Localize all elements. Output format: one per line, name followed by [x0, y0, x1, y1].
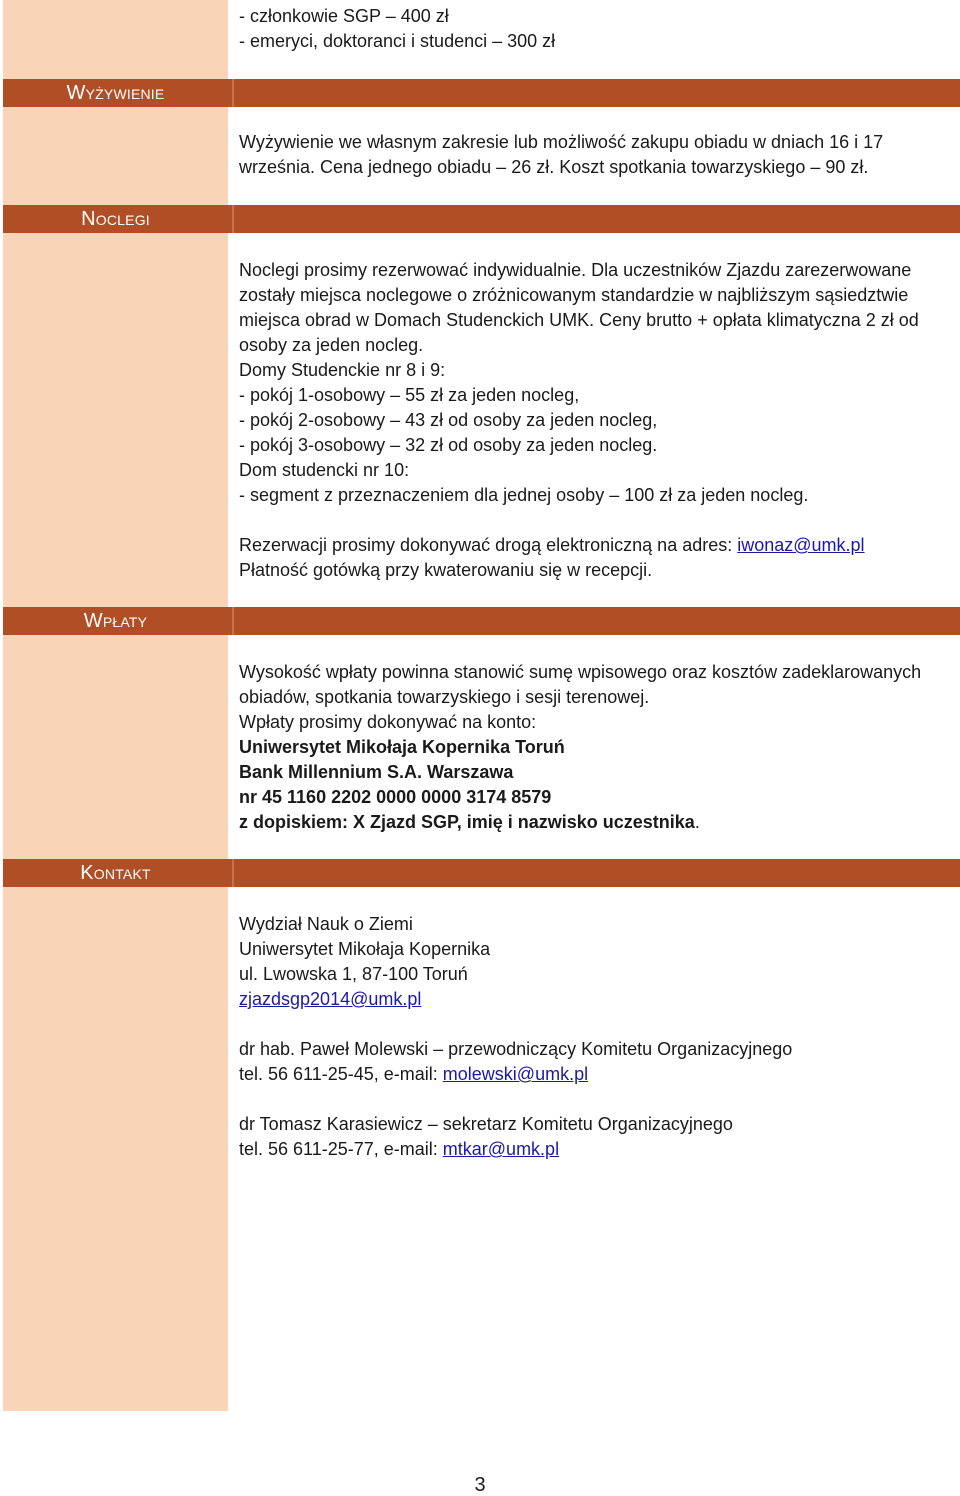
accommodation-line: - pokój 2-osobowy – 43 zł od osoby za jeden nocleg, [239, 410, 658, 430]
accommodation-line: - segment z przeznaczeniem dla jednej osoby – 100 zł za jeden nocleg. [239, 485, 809, 505]
contact-person-2 [239, 1112, 939, 1162]
reservation-text [239, 533, 939, 583]
main-email-line [239, 987, 939, 1012]
reservation-prefix: Rezerwacji prosimy dokonywać drogą elektroniczną na adres: [239, 535, 738, 555]
section-title-accommodation: Noclegi [81, 207, 150, 230]
person-1-contact [239, 1062, 939, 1087]
transfer-title: z dopiskiem: X Zjazd SGP, imię i nazwisko uczestnika [239, 812, 695, 832]
accommodation-line: - pokój 1-osobowy – 55 zł za jeden nocleg, [239, 385, 580, 405]
person-2-tel: tel. 56 611-25-77, e-mail: [239, 1139, 443, 1159]
bar-divider [232, 607, 234, 635]
bar-divider [232, 205, 234, 233]
reservation-line [239, 533, 939, 558]
accommodation-text [239, 258, 939, 508]
section-title-meals: Wyżywienie [66, 81, 165, 104]
meals-line: Wyżywienie we własnym zakresie lub możliwość zakupu obiadu w dniach 16 i 17 [239, 132, 884, 152]
contact-person-1 [239, 1037, 939, 1087]
meals-line: września. Cena jednego obiadu – 26 zł. Koszt spotkania towarzyskiego – 90 zł. [239, 157, 869, 177]
accommodation-line: Domy Studenckie nr 8 i 9: [239, 360, 446, 380]
payments-line: obiadów, spotkania towarzyskiego i sesji terenowej. [239, 687, 650, 707]
account-number: nr 45 1160 2202 0000 0000 3174 8579 [239, 787, 552, 807]
section-title-contact: Kontakt [80, 861, 151, 884]
accommodation-line: Noclegi prosimy rezerwować indywidualnie. Dla uczestników Zjazdu zarezerwowane [239, 260, 912, 280]
person-2-title: dr Tomasz Karasiewicz – sekretarz Komitetu Organizacyjnego [239, 1114, 733, 1134]
final-period: . [694, 812, 700, 832]
person-1-title: dr hab. Paweł Molewski – przewodniczący Komitetu Organizacyjnego [239, 1039, 793, 1059]
person-1-email-link[interactable]: molewski@umk.pl [442, 1064, 589, 1084]
fee-line: - emeryci, doktoranci i studenci – 300 zł [239, 31, 556, 51]
bar-divider [232, 79, 234, 107]
bank-name: Bank Millennium S.A. Warszawa [239, 762, 514, 782]
contact-address [239, 912, 939, 1012]
address-line: ul. Lwowska 1, 87-100 Toruń [239, 964, 468, 984]
bar-divider [232, 859, 234, 887]
address-line: Uniwersytet Mikołaja Kopernika [239, 939, 491, 959]
account-holder: Uniwersytet Mikołaja Kopernika Toruń [239, 737, 565, 757]
fees-list [239, 4, 939, 54]
person-2-email-link[interactable]: mtkar@umk.pl [442, 1139, 560, 1159]
page-number: 3 [474, 1474, 486, 1496]
meals-text [239, 130, 939, 180]
payments-line: Wpłaty prosimy dokonywać na konto: [239, 712, 537, 732]
address-line: Wydział Nauk o Ziemi [239, 914, 413, 934]
accommodation-line: osoby za jeden nocleg. [239, 335, 424, 355]
accommodation-line: - pokój 3-osobowy – 32 zł od osoby za jeden nocleg. [239, 435, 658, 455]
accommodation-line: zostały miejsca noclegowe o zróżnicowanym standardzie w najbliższym sąsiedztwie [239, 285, 909, 305]
accommodation-line: Dom studencki nr 10: [239, 460, 410, 480]
accommodation-line: miejsca obrad w Domach Studenckich UMK. Ceny brutto + opłata klimatyczna 2 zł od [239, 310, 919, 330]
transfer-title-line [239, 810, 939, 835]
payments-text [239, 660, 939, 835]
payments-line: Wysokość wpłaty powinna stanowić sumę wpisowego oraz kosztów zadeklarowanych [239, 662, 922, 682]
section-title-payments: Wpłaty [83, 609, 148, 632]
payment-note: Płatność gotówką przy kwaterowaniu się w recepcji. [239, 560, 653, 580]
person-1-tel: tel. 56 611-25-45, e-mail: [239, 1064, 443, 1084]
main-email-link[interactable]: zjazdsgp2014@umk.pl [239, 989, 422, 1009]
fee-line: - członkowie SGP – 400 zł [239, 6, 449, 26]
reservation-email-link[interactable]: iwonaz@umk.pl [737, 535, 865, 555]
person-2-contact [239, 1137, 939, 1162]
